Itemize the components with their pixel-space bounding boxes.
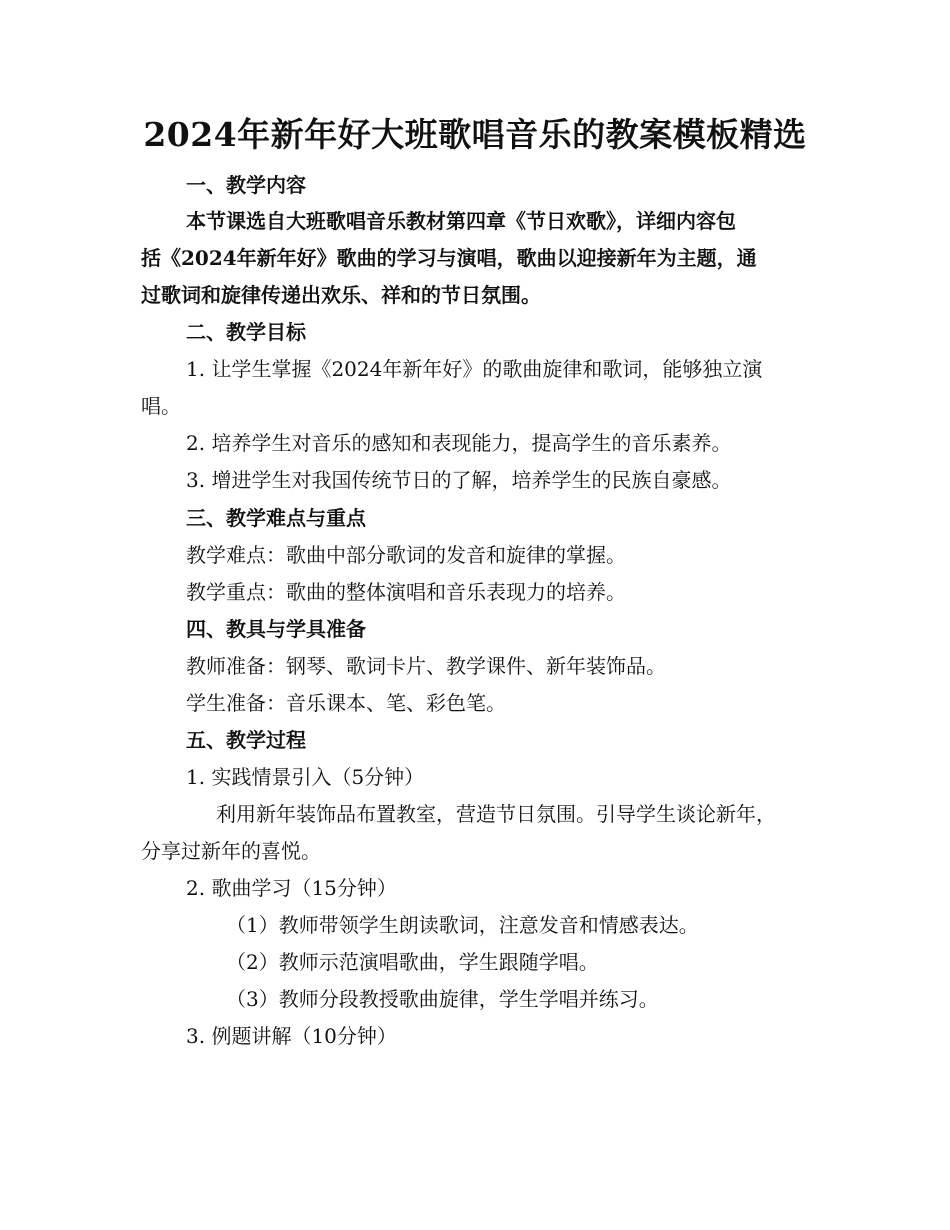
paragraph-line: 括《2024年新年好》歌曲的学习与演唱，歌曲以迎接新年为主题，通 <box>141 246 757 270</box>
teacher-materials-line: 教师准备：钢琴、歌词卡片、教学课件、新年装饰品。 <box>186 654 666 678</box>
process-substep: （2）教师示范演唱歌曲，学生跟随学唱。 <box>226 950 599 974</box>
section-heading-difficulties: 三、教学难点与重点 <box>186 506 366 530</box>
process-substep: （3）教师分段教授歌曲旋律，学生学唱并练习。 <box>226 987 659 1011</box>
section-heading-process: 五、教学过程 <box>186 728 306 752</box>
process-substep: （1）教师带领学生朗读歌词，注意发音和情感表达。 <box>226 913 699 937</box>
section-heading-materials: 四、教具与学具准备 <box>186 617 366 641</box>
objective-item: 2. 培养学生对音乐的感知和表现能力，提高学生的音乐素养。 <box>186 431 732 455</box>
section-heading-content: 一、教学内容 <box>186 173 306 197</box>
paragraph-line: 过歌词和旋律传递出欢乐、祥和的节日氛围。 <box>141 283 541 307</box>
key-point-line: 教学重点：歌曲的整体演唱和音乐表现力的培养。 <box>186 580 626 604</box>
process-step: 3. 例题讲解（10分钟） <box>186 1024 397 1048</box>
process-paragraph-line: 分享过新年的喜悦。 <box>141 839 321 863</box>
paragraph-line: 本节课选自大班歌唱音乐教材第四章《节日欢歌》，详细内容包 <box>186 209 736 233</box>
objective-item: 3. 增进学生对我国传统节日的了解，培养学生的民族自豪感。 <box>186 468 732 492</box>
difficulty-line: 教学难点：歌曲中部分歌词的发音和旋律的掌握。 <box>186 543 626 567</box>
student-materials-line: 学生准备：音乐课本、笔、彩色笔。 <box>186 691 506 715</box>
objective-item-continued: 唱。 <box>141 394 181 418</box>
process-step: 2. 歌曲学习（15分钟） <box>186 876 397 900</box>
objective-item: 1. 让学生掌握《2024年新年好》的歌曲旋律和歌词，能够独立演 <box>186 357 763 381</box>
section-heading-objectives: 二、教学目标 <box>186 320 306 344</box>
process-paragraph-line: 利用新年装饰品布置教室，营造节日氛围。引导学生谈论新年， <box>216 802 776 826</box>
process-step: 1. 实践情景引入（5分钟） <box>186 765 425 789</box>
document-title: 2024年新年好大班歌唱音乐的教案模板精选 <box>143 115 807 154</box>
